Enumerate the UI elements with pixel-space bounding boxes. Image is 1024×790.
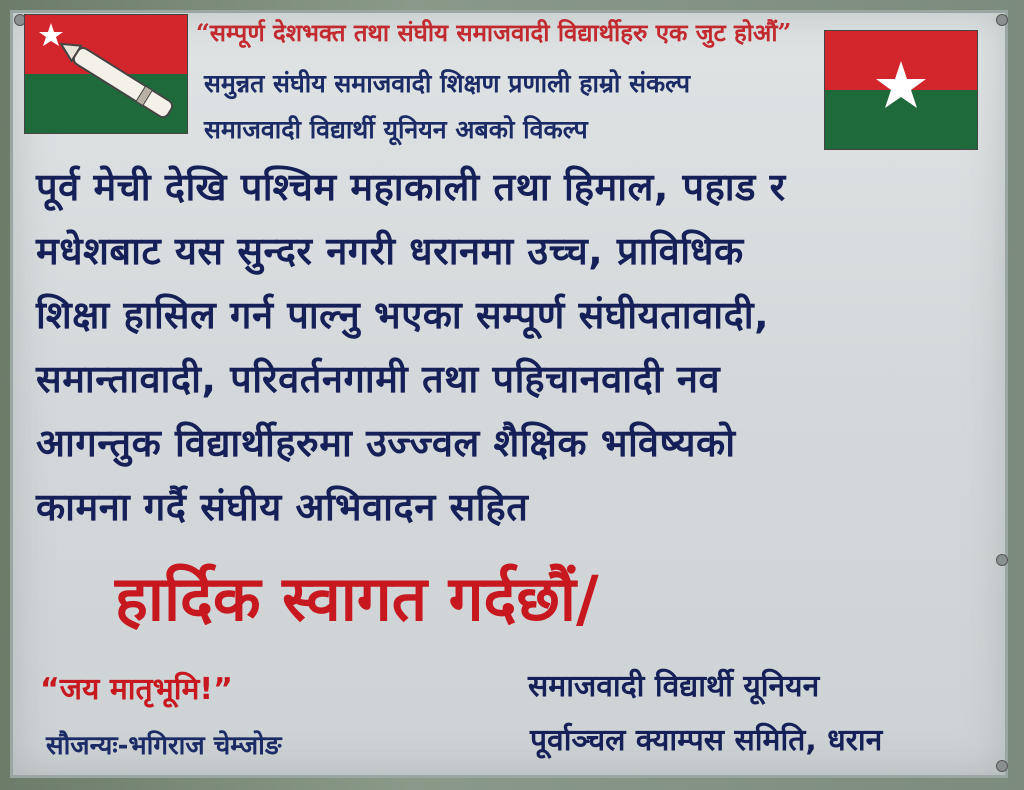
bolt-icon: [996, 14, 1008, 26]
organization-unit: पूर्वाञ्चल क्याम्पस समिति, धरान: [530, 723, 883, 758]
bolt-icon: [996, 554, 1008, 566]
flag-with-pen-icon: [24, 14, 188, 134]
body-line: आगन्तुक विद्यार्थीहरुमा उज्ज्वल शैक्षिक भविष्यको: [36, 421, 736, 465]
flag-with-star-icon: [824, 30, 978, 150]
body-line: मधेशबाट यस सुन्दर नगरी धरानमा उच्च, प्राविधिक: [36, 229, 744, 273]
bolt-icon: [996, 760, 1008, 772]
body-line: शिक्षा हासिल गर्न पाल्नु भएका सम्पूर्ण संघीयतावादी,: [36, 293, 770, 337]
slogan: “सम्पूर्ण देशभक्त तथा संघीय समाजवादी विद्यार्थीहरु एक जुट होऔं”: [196, 18, 792, 47]
body-line: पूर्व मेची देखि पश्चिम महाकाली तथा हिमाल, पहाड र: [36, 165, 786, 209]
organization-name: समाजवादी विद्यार्थी यूनियन: [528, 669, 820, 704]
subline-1: समुन्नत संघीय समाजवादी शिक्षण प्रणाली हाम्रो संकल्प: [204, 69, 691, 98]
courtesy-credit: सौजन्यः-भगिराज चेम्जोङ: [46, 731, 282, 761]
welcome-heading: हार्दिक स्वागत गर्दछौं/: [115, 562, 599, 635]
subline-2: समाजवादी विद्यार्थी यूनियन अबको विकल्प: [204, 115, 588, 144]
body-line: समान्तावादी, परिवर्तनगामी तथा पहिचानवादी नव: [36, 357, 721, 401]
motto: “जय मातृभूमि!”: [40, 672, 233, 707]
body-line: कामना गर्दै संघीय अभिवादन सहित: [36, 485, 529, 529]
